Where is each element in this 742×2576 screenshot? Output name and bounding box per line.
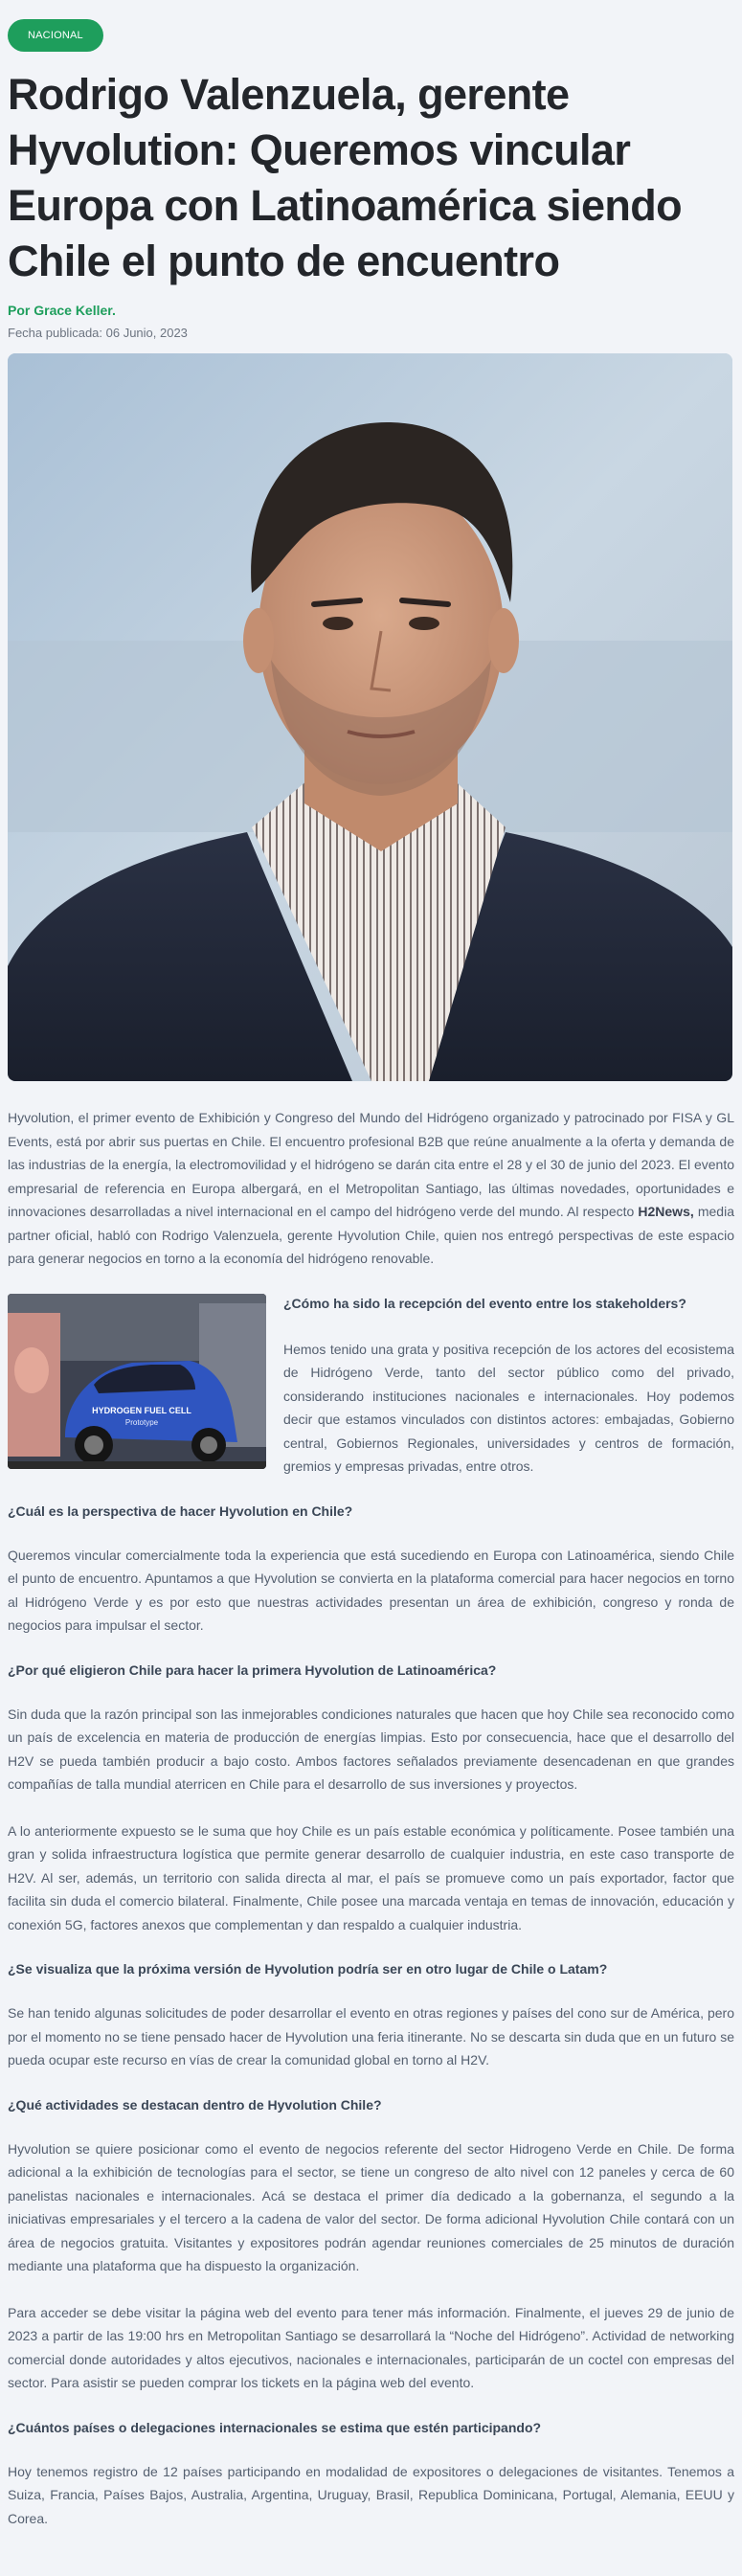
- h2news-mention: H2News,: [638, 1204, 694, 1219]
- article-body: [8, 1106, 734, 2530]
- section-answer: Sin duda que la razón principal son las inmejorables condiciones naturales que hacen que hoy Chile sea reconocido como un país de excelencia en materia de producción de energías limpias. Esto por consecuencia, hace que el desarrollo del H2V se pueda también producir a bajo costo. Ambos factores señalados previamente desencadenan en que grandes compañías de talla mundial aterricen en Chile para el desarrollo de sus inversiones y proyectos.: [8, 1706, 734, 1792]
- section-question: ¿Cuántos países o delegaciones internacionales se estima que estén participando?: [8, 2419, 542, 2435]
- section-answer: A lo anteriormente expuesto se le suma que hoy Chile es un país estable económica y políticamente. Posee también una gran y solida infraestructura logística que permite generar desarrollo de cualquier industria, en este caso transporte de H2V. Al ser, además, un territorio con salida directa al mar, el país se promueve como un país exportador, factor que facilita sin duda el comercio bilateral. Finalmente, Chile posee una marcada ventaja en temas de innovación, educación y conexión 5G, factores anexos que complementan y dan respaldo a cualquier industria.: [8, 1822, 734, 1932]
- author-byline[interactable]: Por Grace Keller.: [8, 303, 116, 318]
- section-question: ¿Cómo ha sido la recepción del evento entre los stakeholders?: [283, 1295, 686, 1311]
- car-decal-title: HYDROGEN FUEL CELL: [92, 1405, 191, 1415]
- article-title: Rodrigo Valenzuela, gerente Hyvolution: Queremos vincular Europa con Latinoamérica siendo Chile el punto de encuentro: [8, 70, 683, 285]
- section-question: ¿Se visualiza que la próxima versión de Hyvolution podría ser en otro lugar de Chile o Latam?: [8, 1961, 608, 1977]
- category-tag[interactable]: NACIONAL: [8, 19, 103, 52]
- section-question: ¿Por qué eligieron Chile para hacer la primera Hyvolution de Latinoamérica?: [8, 1661, 497, 1678]
- section-answer: Hyvolution se quiere posicionar como el evento de negocios referente del sector Hidrogeno Verde en Chile. De forma adicional a la exhibición de tecnologías para el sector, se tiene un congreso de alto nivel con 12 paneles y cerca de 60 panelistas nacionales e internacionales. Acá se destaca el primer día dedicado a la gobernanza, el segundo a la iniciativas empresariales y el tercero a la cadena de valor del sector. De forma adicional Hyvolution Chile contará con un área de negocios gratuita. Visitantes y expositores podrán agendar reuniones comerciales de 25 minutos de duración mediante una plataforma que ha dispuesto la organización.: [8, 2140, 734, 2273]
- portrait-illustration: [8, 353, 732, 1081]
- car-decal-subtitle: Prototype: [124, 1417, 159, 1427]
- section-question: ¿Cuál es la perspectiva de hacer Hyvolution en Chile?: [8, 1503, 353, 1519]
- section-answer: Hoy tenemos registro de 12 países participando en modalidad de expositores o delegaciones de visitantes. Tenemos a Suiza, Francia, Países Bajos, Australia, Argentina, Uruguay, Brasil, Republica Dominicana, Portugal, Alemania, EEUU y Corea.: [8, 2463, 734, 2526]
- car-photo: [8, 1294, 266, 1469]
- section-answer: Queremos vincular comercialmente toda la experiencia que está sucediendo en Europa con Latinoamérica, siendo Chile el punto de encuentro. Apuntamos a que Hyvolution se convierta en la plataforma comercial para hacer negocios en torno al Hidrógeno Verde y es por esto que nuestras actividades presentan un área de exhibición, congreso y ronda de negocios para impulsar el sector.: [8, 1547, 734, 1633]
- intro-paragraph: Hyvolution, el primer evento de Exhibición y Congreso del Mundo del Hidrógeno organizado y patrocinado por FISA y GL Events, está por abrir sus puertas en Chile. El encuentro profesional B2B que reúne anualmente a la oferta y demanda de las industrias de la energía, la electromovilidad y el hidrógeno se darán cita entre el 28 y el 30 de junio del 2023. El evento empresarial de referencia en Europa albergará, en el Metropolitan Santiago, las últimas novedades, oportunidades e innovaciones desarrolladas a nivel internacional en el campo del hidrógeno verde del mundo. Al respecto H2News, media partner oficial, habló con Rodrigo Valenzuela, gerente Hyvolution Chile, quien nos entregó perspectivas de este espacio para generar negocios en torno a la economía del hidrógeno renovable.: [8, 1110, 734, 1266]
- section-question: ¿Qué actividades se destacan dentro de Hyvolution Chile?: [8, 2096, 382, 2113]
- section-1: [8, 1294, 734, 1479]
- section-answer: Se han tenido algunas solicitudes de poder desarrollar el evento en otras regiones y países del cono sur de América, pero por el momento no se tiene pensado hacer de Hyvolution una feria itinerante. No se descarta sin duda que en un futuro se pueda ocupar este recurso en vías de crear la comunidad global en torno al H2V.: [8, 2005, 734, 2068]
- section-answer: Para acceder se debe visitar la página web del evento para tener más información. Finalmente, el jueves 29 de junio de 2023 a partir de las 19:00 hrs en Metropolitan Santiago se desarrollará la “Noche del Hidrógeno”. Actividad de networking comercial donde autoridades y altos ejecutivos, nacionales e internacionales, participarán de un coctel con empresas del sector. Para asistir se pueden comprar los tickets en la página web del evento.: [8, 2304, 734, 2390]
- hero-photo: [8, 353, 732, 1081]
- section-answer: Hemos tenido una grata y positiva recepción de los actores del ecosistema de Hidrógeno Verde, tanto del sector público como del privado, considerando instituciones nacionales e internacionales. Hoy podemos decir que estamos vinculados con distintos actores: embajadas, Gobierno central, Gobiernos Regionales, universidades y centros de formación, gremios y empresas privadas, entre otros.: [283, 1341, 734, 1474]
- publish-date: Fecha publicada: 06 Junio, 2023: [8, 326, 188, 340]
